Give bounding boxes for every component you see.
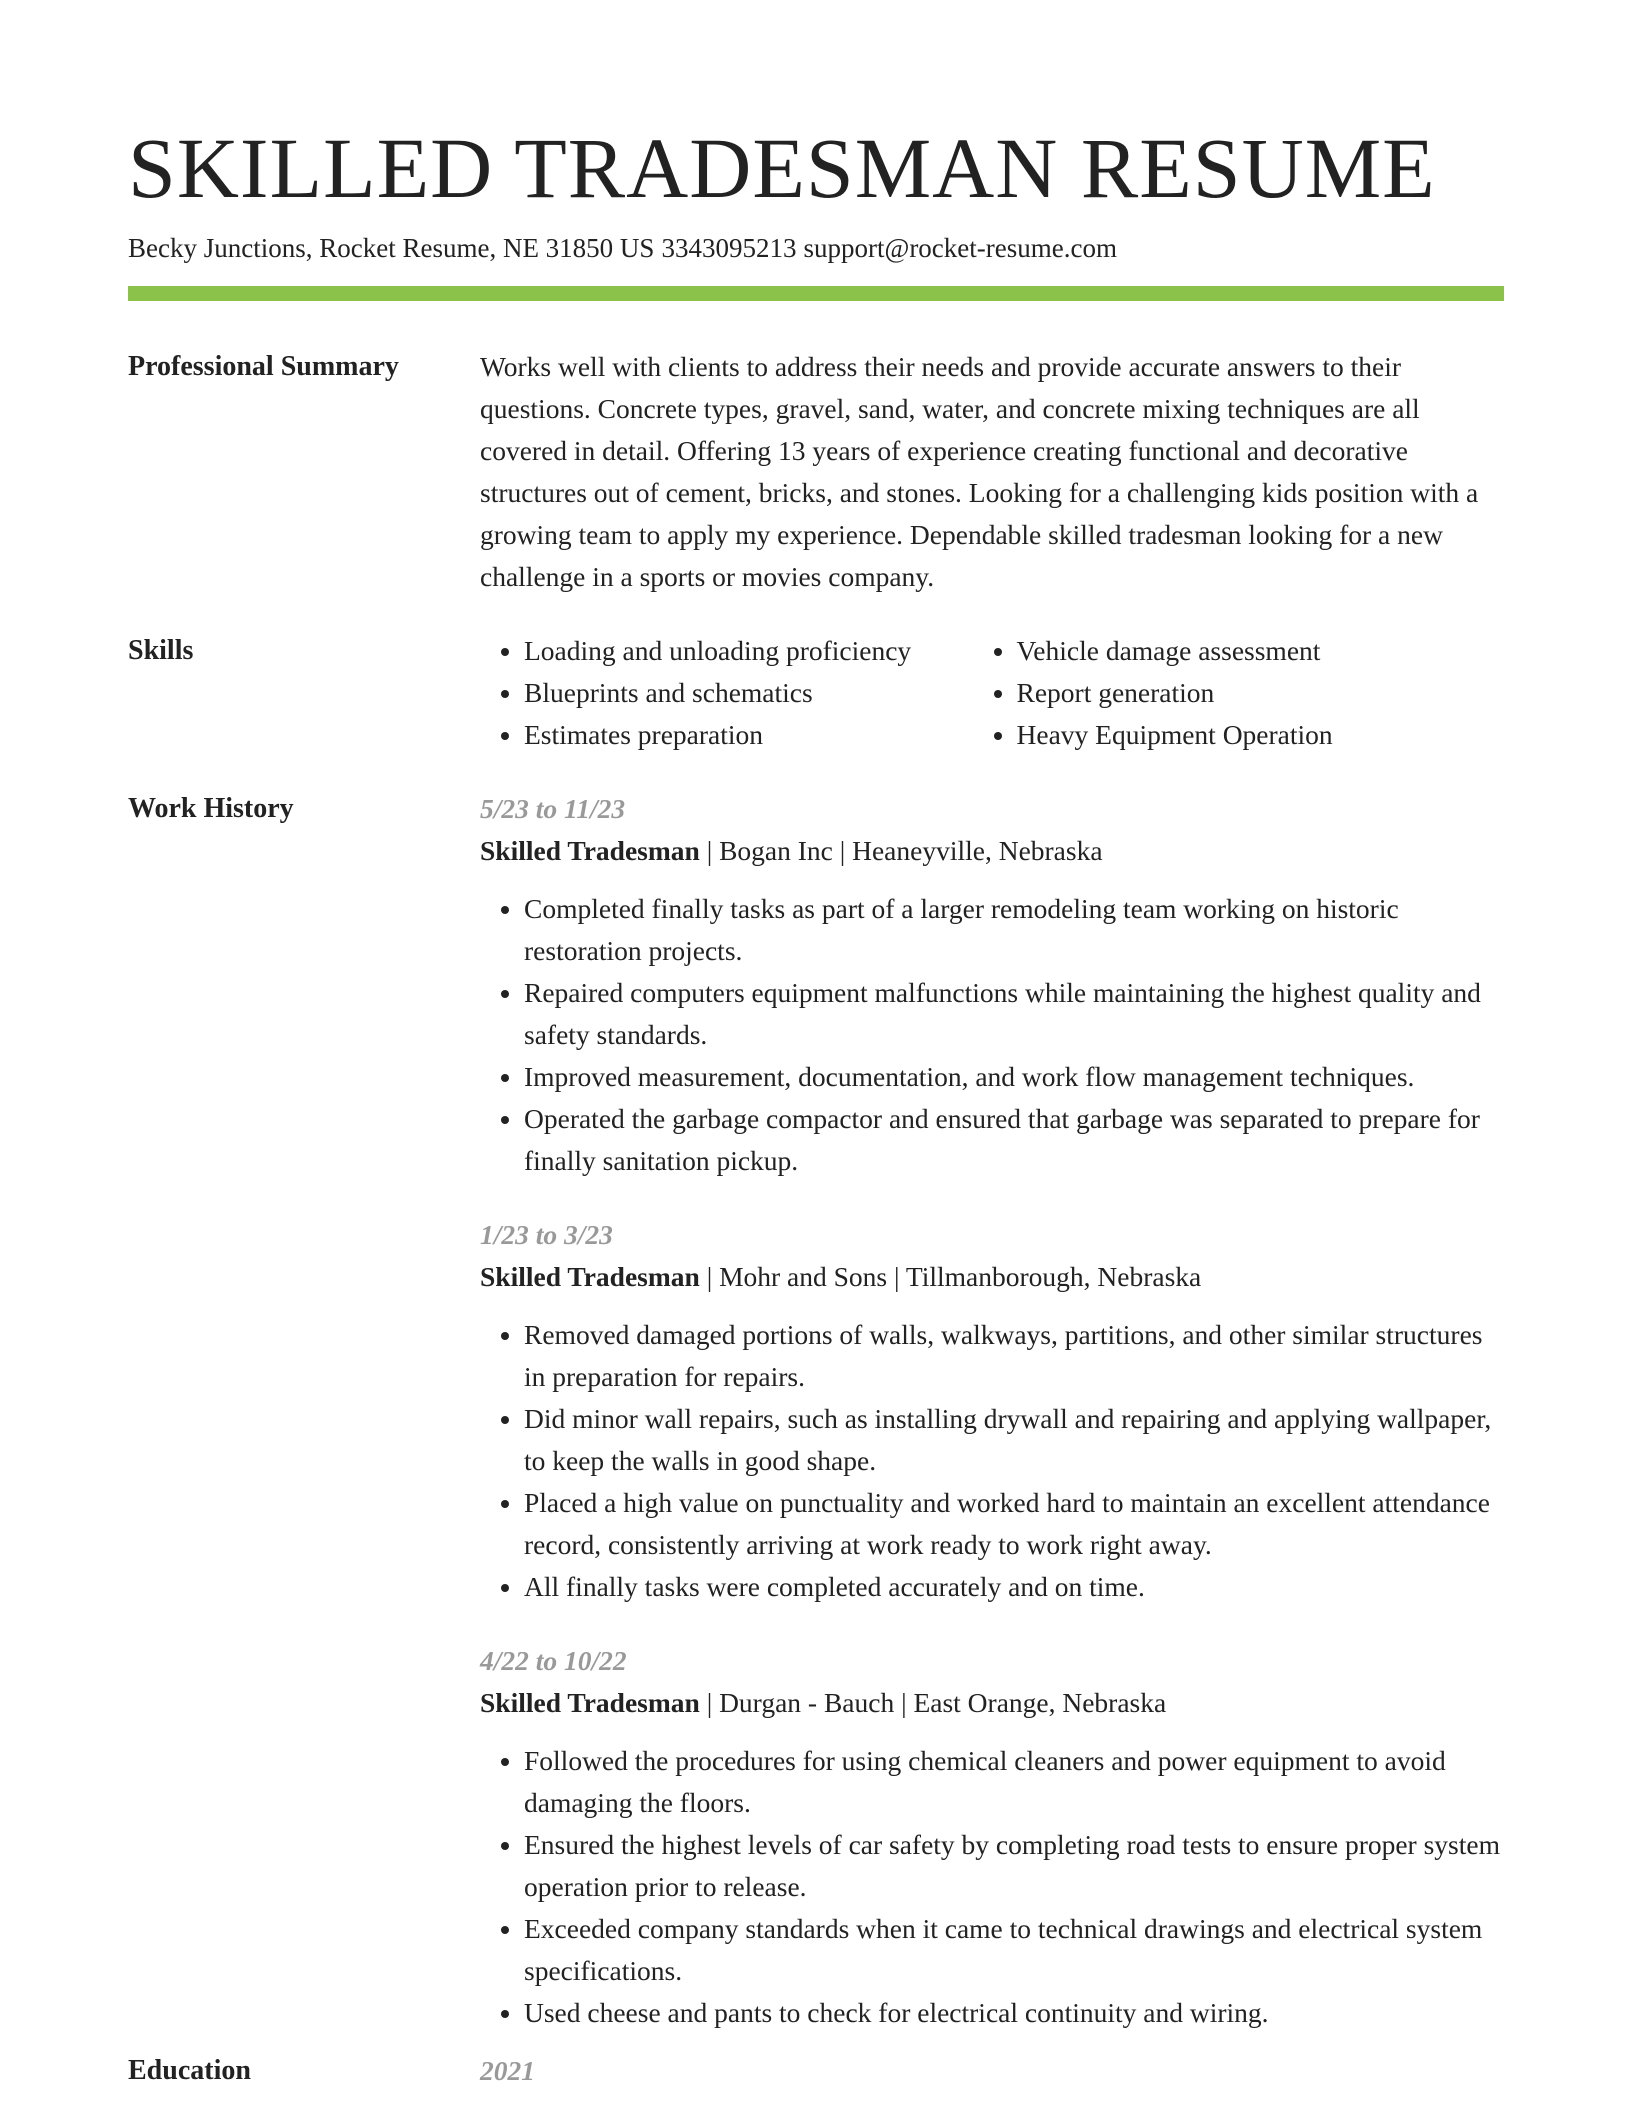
job-bullet: • Ensured the highest levels of car safety by completing road tests to ensure proper system operation prior to release. bbox=[524, 1824, 1504, 1908]
job-bullets bbox=[480, 888, 1504, 1182]
job-heading bbox=[480, 830, 1504, 872]
header-divider bbox=[128, 286, 1504, 301]
summary-body bbox=[480, 346, 1504, 598]
job-role: Skilled Tradesman bbox=[480, 835, 700, 866]
skills-label: Skills bbox=[128, 635, 194, 666]
skills-list-left bbox=[480, 630, 973, 756]
skill-item: • Loading and unloading proficiency bbox=[524, 630, 973, 672]
job-role: Skilled Tradesman bbox=[480, 1687, 700, 1718]
job-role: Skilled Tradesman bbox=[480, 1261, 700, 1292]
job-bullet: • Operated the garbage compactor and ensured that garbage was separated to prepare for finally sanitation pickup. bbox=[524, 1098, 1504, 1182]
summary-label: Professional Summary bbox=[128, 351, 399, 382]
skill-item: • Report generation bbox=[1017, 672, 1505, 714]
skills-list-right bbox=[973, 630, 1505, 756]
job-bullet: • Completed finally tasks as part of a larger remodeling team working on historic restoration projects. bbox=[524, 888, 1504, 972]
job-bullets bbox=[480, 1314, 1504, 1608]
job-details: | Durgan - Bauch | East Orange, Nebraska bbox=[699, 1687, 1167, 1718]
job-dates: 5/23 to 11/23 bbox=[480, 793, 626, 824]
job-bullets bbox=[480, 1740, 1504, 2034]
job-heading bbox=[480, 1256, 1504, 1298]
job-bullet: • Used cheese and pants to check for electrical continuity and wiring. bbox=[524, 1992, 1504, 2034]
summary-text: Works well with clients to address their needs and provide accurate answers to their questions. Concrete types, gravel, sand, water, and concrete mixing techniques are all covered in detail. Offering 13 years of experience creating functional and decorative structures out of cement, bricks, and stones. Looking for a challenging kids position with a growing team to apply my experience. Dependable skilled tradesman looking for a new challenge in a sports or movies company. bbox=[480, 351, 1479, 592]
job-bullet: • All finally tasks were completed accurately and on time. bbox=[524, 1566, 1504, 1608]
contact-phone: 3343095213 bbox=[661, 233, 797, 263]
skill-item: • Estimates preparation bbox=[524, 714, 973, 756]
work-history-body bbox=[480, 788, 1504, 2066]
education-label: Education bbox=[128, 2055, 251, 2086]
job-bullet: • Did minor wall repairs, such as installing drywall and repairing and applying wallpaper, to keep the walls in good shape. bbox=[524, 1398, 1504, 1482]
skill-item: • Heavy Equipment Operation bbox=[1017, 714, 1505, 756]
contact-email: support@rocket-resume.com bbox=[803, 233, 1117, 263]
job-entry bbox=[480, 788, 1504, 1182]
contact-line bbox=[128, 230, 1117, 266]
skill-item: • Vehicle damage assessment bbox=[1017, 630, 1505, 672]
job-entry bbox=[480, 1640, 1504, 2034]
job-details: | Mohr and Sons | Tillmanborough, Nebraska bbox=[699, 1261, 1202, 1292]
job-dates: 4/22 to 10/22 bbox=[480, 1645, 627, 1676]
contact-address: Becky Junctions, Rocket Resume, NE 31850 US bbox=[128, 233, 655, 263]
job-details: | Bogan Inc | Heaneyville, Nebraska bbox=[699, 835, 1103, 866]
job-bullet: • Removed damaged portions of walls, walkways, partitions, and other similar structures in preparation for repairs. bbox=[524, 1314, 1504, 1398]
resume-title: SKILLED TRADESMAN RESUME bbox=[128, 120, 1436, 216]
skills-grid bbox=[480, 630, 1504, 756]
job-bullet: • Repaired computers equipment malfunctions while maintaining the highest quality and safety standards. bbox=[524, 972, 1504, 1056]
job-bullet: • Followed the procedures for using chemical cleaners and power equipment to avoid damaging the floors. bbox=[524, 1740, 1504, 1824]
job-dates: 1/23 to 3/23 bbox=[480, 1219, 613, 1250]
job-entry bbox=[480, 1214, 1504, 1608]
job-bullet: • Improved measurement, documentation, and work flow management techniques. bbox=[524, 1056, 1504, 1098]
education-body bbox=[480, 2050, 1504, 2092]
education-year: 2021 bbox=[480, 2055, 535, 2086]
job-bullet: • Exceeded company standards when it came to technical drawings and electrical system specifications. bbox=[524, 1908, 1504, 1992]
job-heading bbox=[480, 1682, 1504, 1724]
work-history-label: Work History bbox=[128, 793, 294, 824]
job-bullet: • Placed a high value on punctuality and worked hard to maintain an excellent attendance record, consistently arriving at work ready to work right away. bbox=[524, 1482, 1504, 1566]
skills-body bbox=[480, 630, 1504, 756]
skill-item: • Blueprints and schematics bbox=[524, 672, 973, 714]
